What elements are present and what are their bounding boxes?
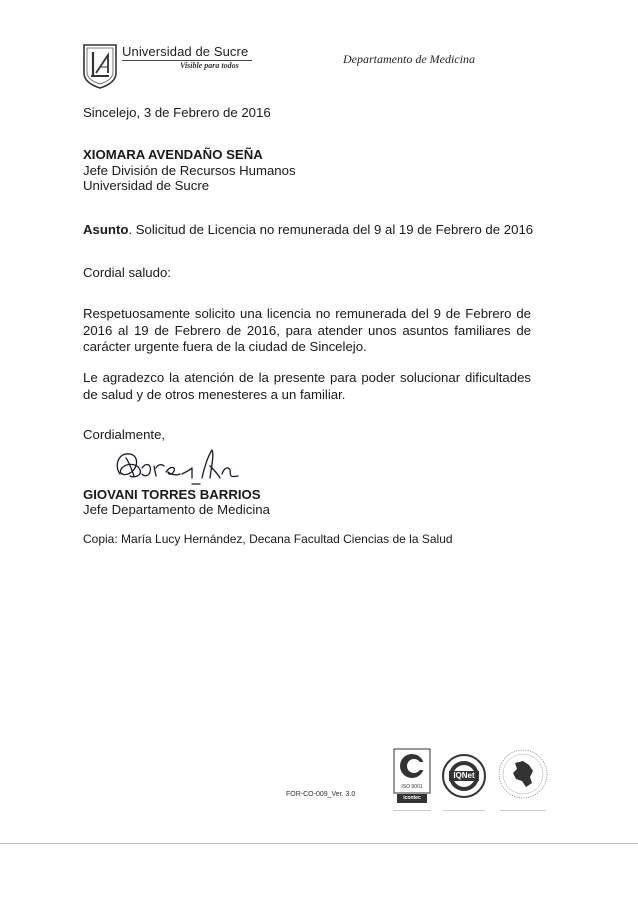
sender-name: GIOVANI TORRES BARRIOS xyxy=(83,487,261,502)
footer-rule xyxy=(0,843,638,844)
subject-text: . Solicitud de Licencia no remunerada del 9 al 19 de Febrero de 2016 xyxy=(128,222,534,237)
university-name: Universidad de Sucre xyxy=(122,44,249,59)
copy-line: Copia: María Lucy Hernández, Decana Facultad Ciencias de la Salud xyxy=(83,532,453,546)
recipient-name: XIOMARA AVENDAÑO SEÑA xyxy=(83,147,263,162)
cert-2-label: IQNet xyxy=(453,771,475,780)
colombia-quality-seal-icon xyxy=(497,747,549,801)
subject-label: Asunto xyxy=(83,222,129,237)
body-paragraph-1: Respetuosamente solicito una licencia no remunerada del 9 de Febrero de 2016 al 19 de Febrero de 2016, para atender unos asuntos familiares de carácter urgente fuera de la ciudad de Sincelejo. xyxy=(83,306,531,354)
recipient-organization: Universidad de Sucre xyxy=(83,178,210,193)
cert-1-caption xyxy=(393,810,431,811)
handwritten-signature xyxy=(112,444,272,486)
cert-1-label: ISO 9001 xyxy=(401,784,423,790)
university-tagline: Visible para todos xyxy=(180,61,239,70)
recipient-title: Jefe División de Recursos Humanos xyxy=(83,163,296,178)
sender-title: Jefe Departamento de Medicina xyxy=(83,502,270,517)
closing: Cordialmente, xyxy=(83,427,166,442)
cert-3-caption xyxy=(500,810,546,811)
place-date: Sincelejo, 3 de Febrero de 2016 xyxy=(83,105,271,120)
greeting: Cordial saludo: xyxy=(83,265,171,280)
cert-2-caption xyxy=(443,810,485,811)
cert-1-brand: icontec xyxy=(403,795,421,801)
university-logo-icon xyxy=(82,43,118,89)
body-paragraph-2: Le agradezco la atención de la presente para poder solucionar dificultades de salud y de otros menesteres a un familiar. xyxy=(83,370,531,402)
form-code: FOR-CO-009_Ver. 3.0 xyxy=(286,791,356,798)
department-header: Departamento de Medicina xyxy=(343,52,475,66)
subject-line xyxy=(83,222,533,238)
